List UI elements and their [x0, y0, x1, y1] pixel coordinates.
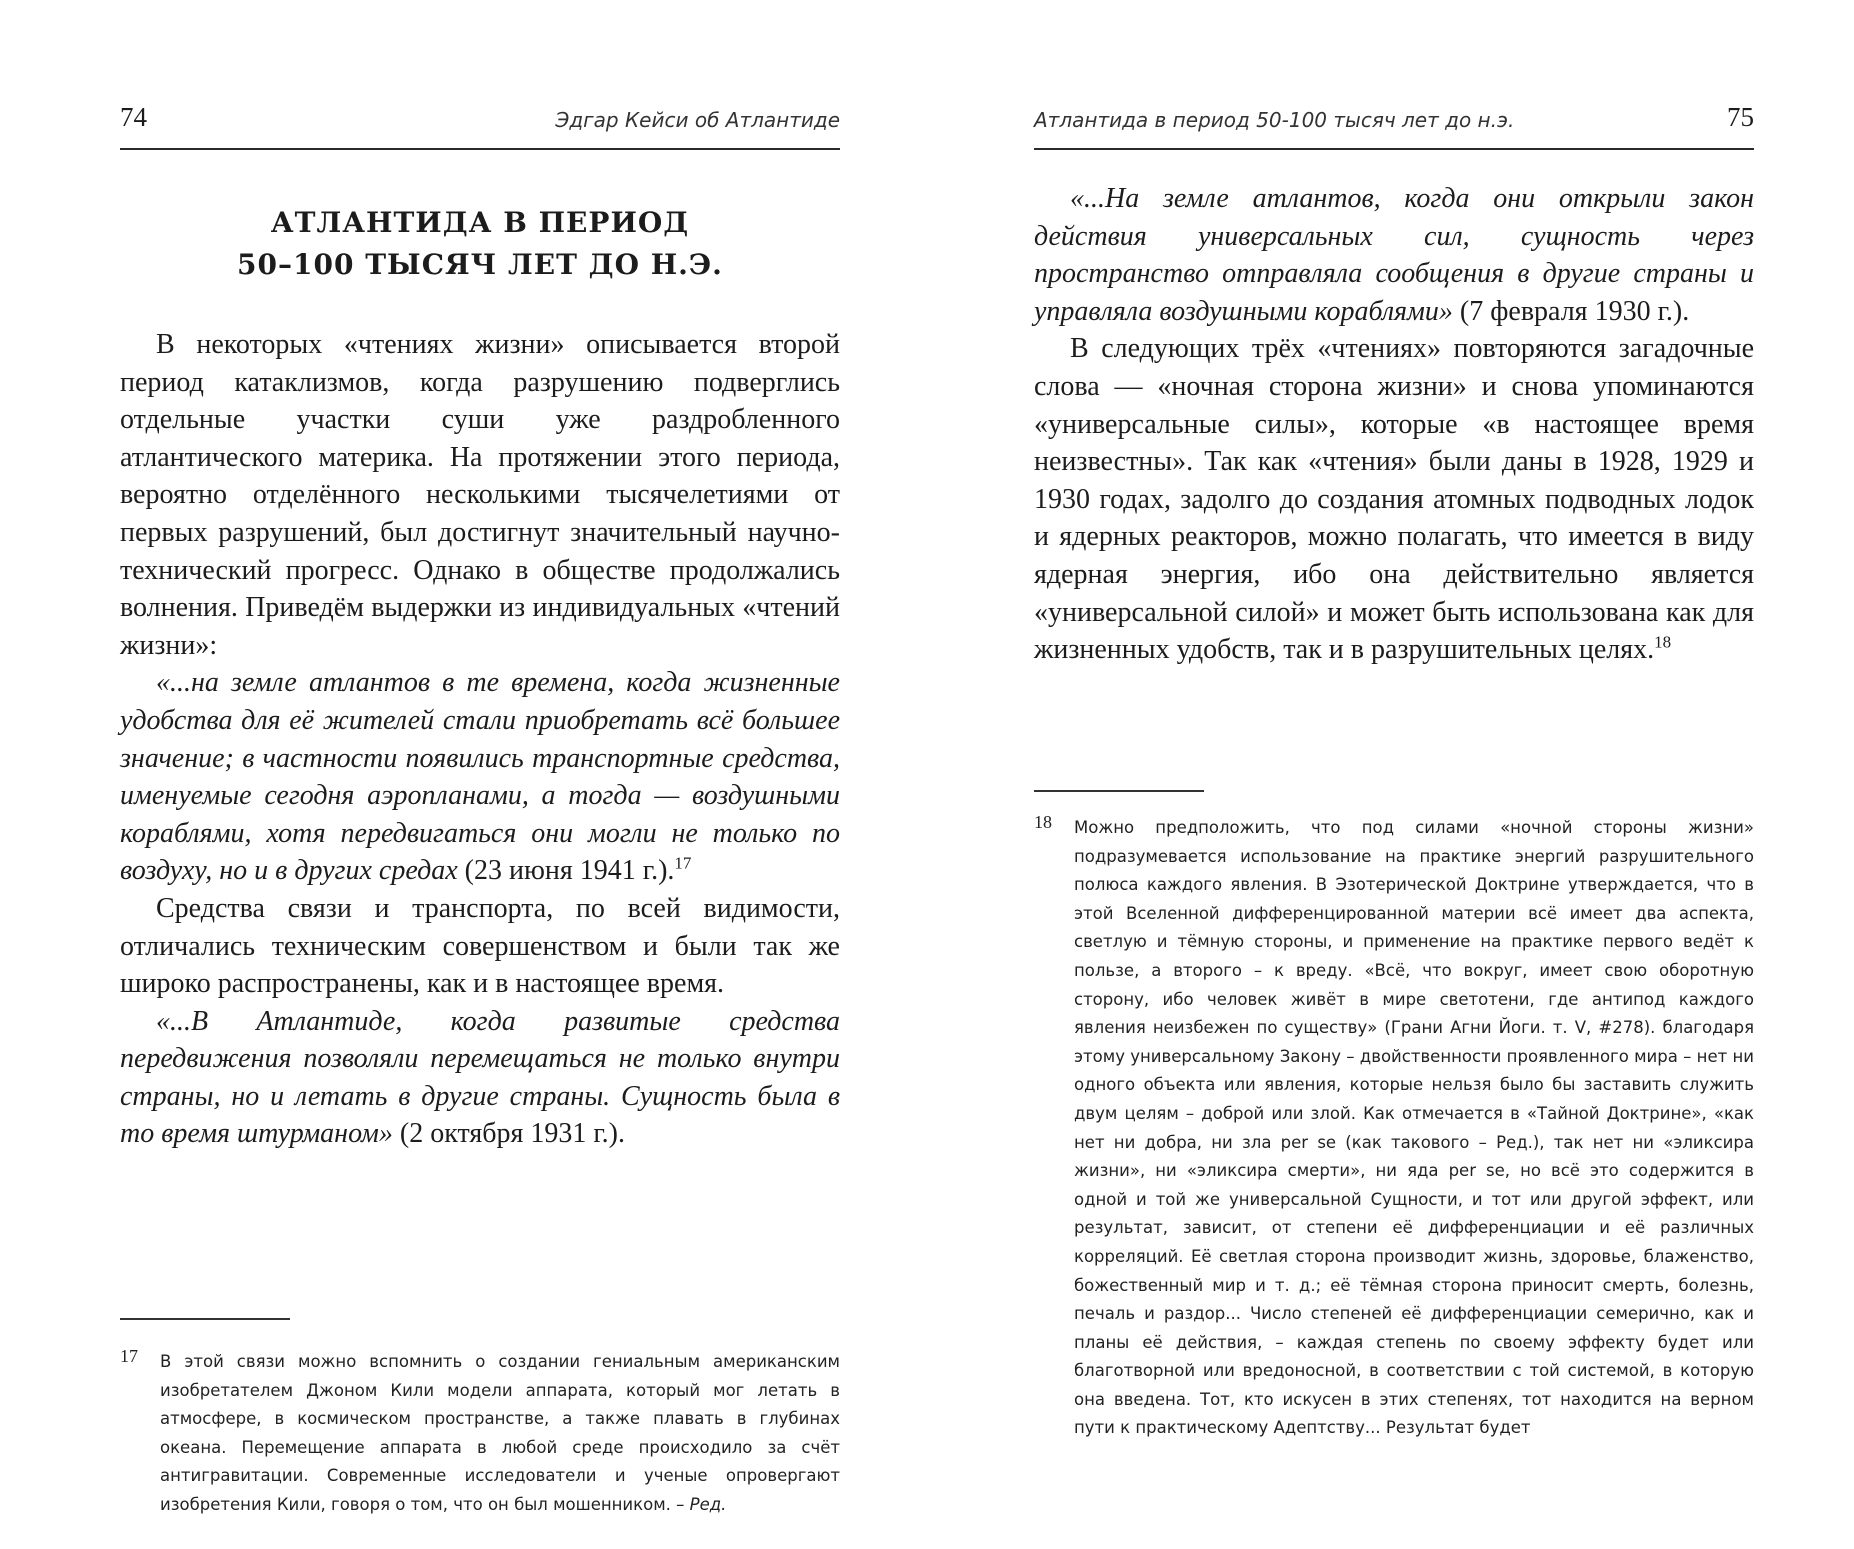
chapter-title-line-2: 50–100 ТЫСЯЧ ЛЕТ ДО Н.Э.: [237, 248, 723, 281]
footnote-17: [120, 1348, 840, 1520]
left-page: [120, 0, 840, 1549]
quote-date: (2 октября 1931 г.).: [392, 1118, 625, 1150]
left-body-text: [120, 326, 840, 1153]
quote-paragraph: [120, 664, 840, 890]
right-body-text: [1034, 180, 1754, 669]
footnote-ref[interactable]: 18: [1654, 632, 1672, 652]
footnote-ref[interactable]: 17: [674, 853, 692, 873]
right-page: [1034, 0, 1754, 1549]
right-running-head: [1034, 102, 1754, 150]
footnote-18: [1034, 814, 1754, 1443]
quote-text: «...В Атлантиде, когда развитые средства передвижения позволяли перемещаться не только внутри страны, но и летать в другие страны. Сущность была в то время штурманом»: [120, 1005, 840, 1150]
footnote-number: 18: [1034, 812, 1052, 832]
footnote-text: Можно предположить, что под силами «ночной стороны жизни» подразумевается использование на практике энергий разрушительного полюса каждого явления. В Эзотерической Доктрине утверждается, что в этой Вселенной дифференцированной материи всё имеет два аспекта, светлую и тёмную стороны, и применение на практике первого ведёт к пользе, а второго – к вреду. «Всё, что вокруг, имеет свою оборотную сторону, ибо человек живёт в мире светотени, где антипод каждого явления неизбежен по существу» (Грани Агни Йоги. т. V, #278). благодаря этому универсальному Закону – двойственности проявленного мира – нет ни одного объекта или явления, которые нельзя было бы заставить служить двум целям – доброй или злой. Как отмечается в «Тайной Доктрине», «как нет ни добра, ни зла per se (как такового – Ред.), так нет ни «эликсира жизни», ни «эликсира смерти», ни яда per se, но всё это содержится в одной и той же универсальной Сущности, и тот или другой эффект, или результат, зависит, от степени её дифференциации и её различных корреляций. Её светлая сторона производит жизнь, здоровье, блаженство, божественный мир и т. д.; её тёмная сторона приносит смерть, болезнь, печаль и раздор... Число степеней её дифференциации семерично, как и планы её действия, – каждая степень по своему эффекту будет или благотворной или вредоносной, в соответствии с той системой, в которую она введена. Тот, кто искусен в этих степенях, тот находится на верном пути к практическому Адептству... Результат будет: [1074, 818, 1754, 1438]
quote-date: (7 февраля 1930 г.).: [1452, 295, 1690, 327]
left-running-head: [120, 102, 840, 150]
footnote-number: 17: [120, 1346, 138, 1366]
quote-date: (23 июня 1941 г.).: [457, 855, 675, 887]
page-number: 74: [120, 102, 147, 132]
footnote-divider: [120, 1318, 290, 1320]
running-head-title: Атлантида в период 50-100 тысяч лет до н.э.: [1034, 108, 1515, 132]
quote-paragraph: [1034, 180, 1754, 330]
footnote-editor-note: – Ред.: [670, 1494, 727, 1514]
page-number: 75: [1727, 102, 1754, 132]
quote-text: «...На земле атлантов, когда они открыли закон действия универсальных сил, сущность через пространство отправляла сообщения в другие страны и управляла воздушными кораблями»: [1034, 183, 1754, 327]
paragraph: Средства связи и транспорта, по всей видимости, отличались техническим совершенством и были так же широко распространены, как и в настоящее время.: [120, 892, 840, 1000]
chapter-title: [120, 202, 840, 286]
paragraph: В некоторых «чтениях жизни» описывается второй период катаклизмов, когда разрушению подверглись отдельные участки суши уже раздробленного атлантического материка. На протяжении этого периода, вероятно отделённого несколькими тысячелетиями от первых разрушений, был достигнут значительный научно-технический прогресс. Однако в обществе продолжались волнения. Приведём выдержки из индивидуальных «чтений жизни»:: [120, 329, 840, 661]
paragraph-text: В следующих трёх «чтениях» повторяются загадочные слова — «ночная сторона жизни» и снова упоминаются «универсальные силы», которые «в настоящее время неизвестны». Так как «чтения» были даны в 1928, 1929 и 1930 годах, задолго до создания атомных подводных лодок и ядерных реакторов, можно полагать, что имеется в виду ядерная энергия, ибо она действительно является «универсальной силой» и может быть использована как для жизненных удобств, так и в разрушительных целях.: [1034, 333, 1754, 666]
chapter-title-line-1: АТЛАНТИДА В ПЕРИОД: [270, 206, 690, 239]
running-head-title: Эдгар Кейси об Атлантиде: [555, 108, 840, 132]
paragraph: [1034, 330, 1754, 668]
quote-paragraph: [120, 1003, 840, 1153]
footnote-text: В этой связи можно вспомнить о создании гениальным американским изобретателем Джоном Кили модели аппарата, который мог летать в атмосфере, в космическом пространстве, а также плавать в глубинах океана. Перемещение аппарата в любой среде происходило за счёт антигравитации. Современные исследователи и ученые опровергают изобретения Кили, говоря о том, что он был мошенником.: [160, 1352, 840, 1514]
footnote-divider: [1034, 790, 1204, 792]
quote-text: «...на земле атлантов в те времена, когда жизненные удобства для её жителей стали приобретать всё большее значение; в частности появились транспортные средства, именуемые сегодня аэропланами, а тогда — воздушными кораблями, хотя передвигаться они могли не только по воздуху, но и в других средах: [120, 667, 840, 887]
